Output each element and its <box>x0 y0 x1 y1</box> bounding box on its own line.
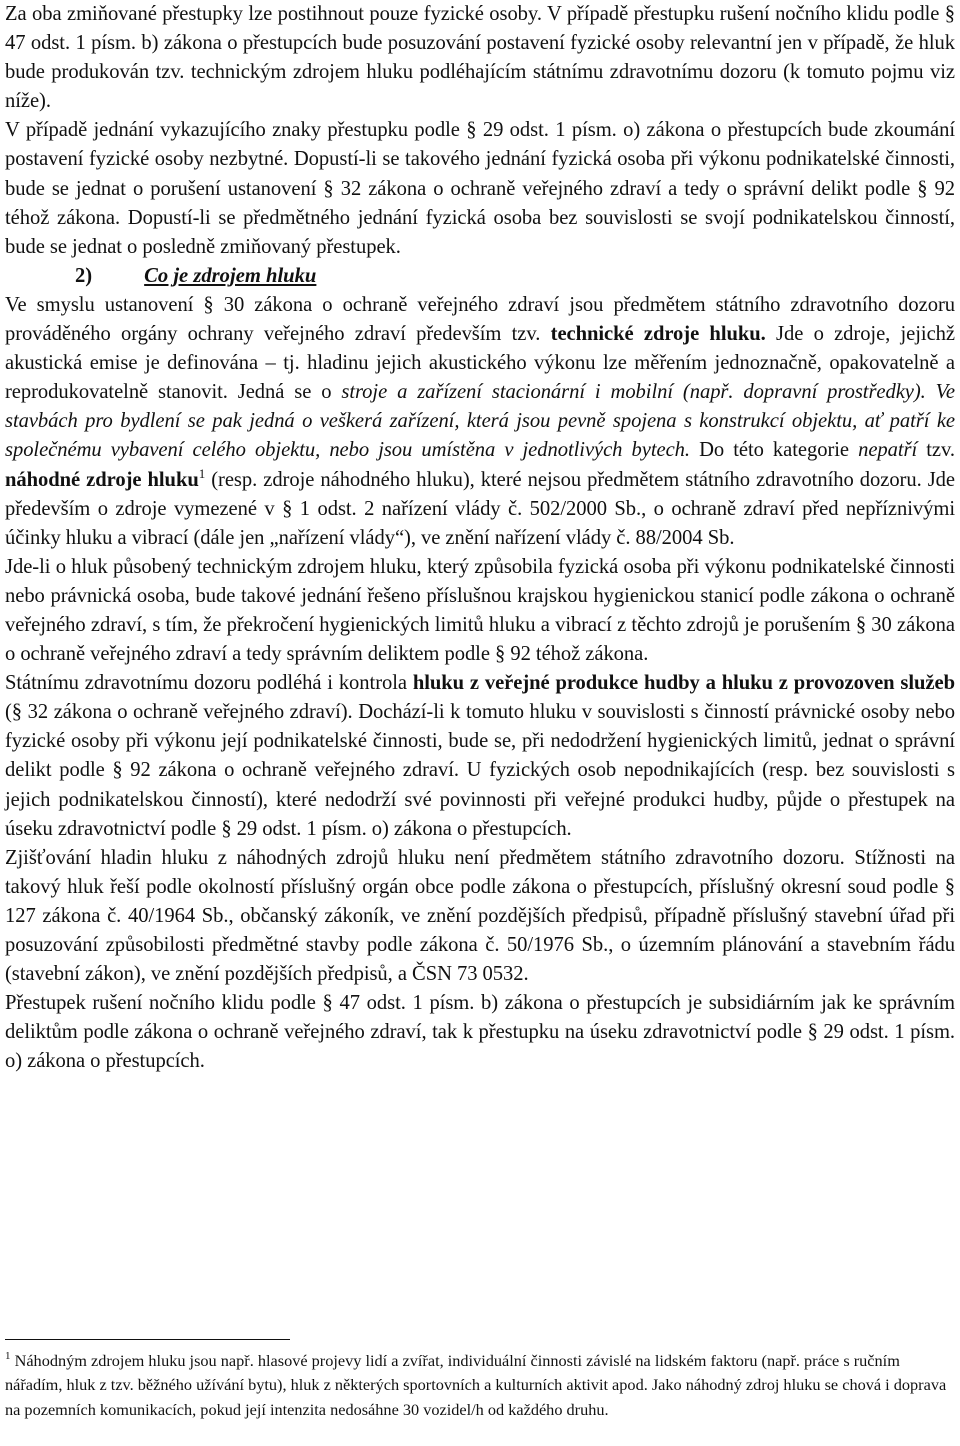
text-run: tzv. <box>917 439 955 462</box>
text-run: technické zdroje hluku. <box>550 323 766 346</box>
text-run: Zjišťování hladin hluku z náhodných zdrojů hluku není předmětem státního zdravotního dozoru. Stížnosti na takový hluk řeší podle okolností příslušný orgán obce podle zákona o přestupcích, příslušný okresní soud podle § 127 zákona č. 40/1964 Sb., občanský zákoník, ve znění pozdějších předpisů, případně příslušný stavební úřad při posuzování způsobilosti předmětné stavby podle zákona č. 50/1976 Sb., o územním plánování a stavebním řádu (stavební zákon), ve znění pozdějších předpisů, a ČSN 73 0532. <box>5 846 955 986</box>
text-run: (resp. zdroje náhodného hluku), které nejsou předmětem státního zdravotního dozoru. Jde především o zdroje vymezené v § 1 odst. 2 nařízení vlády č. 502/2000 Sb., o ochraně zdraví před nepříznivými účinky hluku a vibrací (dále jen „nařízení vlády“), ve znění nařízení vlády č. 88/2004 Sb. <box>5 468 955 549</box>
text-run: (§ 32 zákona o ochraně veřejného zdraví). Dochází-li k tomuto hluku v souvislosti s činností právnické osoby nebo fyzické osoby při výkonu její podnikatelské činnosti, bude se, při nedodržení hygienických limitů, jednat o správní delikt podle § 92 zákona o ochraně veřejného zdraví. U fyzických osob nepodnikajících (resp. bez souvislosti s jejich podnikatelskou činností), které nedodrží své povinnosti při veřejné produkci hudby, půjde o přestupek na úseku zdravotnictví podle § 29 odst. 1 písm. o) zákona o přestupcích. <box>5 701 955 840</box>
body-text-part1 <box>5 0 955 262</box>
paragraph <box>5 844 955 989</box>
text-run: hluku z veřejné produkce hudby a hluku z provozoven služeb <box>412 672 955 695</box>
text-run: nepatří <box>858 439 918 462</box>
section-title: Co je zdrojem hluku <box>144 264 317 287</box>
text-run: stroje a zařízení stacionární i mobilní (např. dopravní prostředky). Ve stavbách pro bydlení se pak jedná o veškerá zařízení, která jsou pevně spojena s konstrukcí objektu, ať patří ke společnému vybavení celého objektu, nebo jsou umístěna v jednotlivých bytech. <box>5 381 956 462</box>
paragraph <box>5 669 955 844</box>
text-run: Ve smyslu ustanovení § 30 zákona o ochraně veřejného zdraví jsou předmětem státního zdravotního dozoru prováděného orgány ochrany veřejného zdraví především tzv. <box>5 293 955 346</box>
text-run: Za oba zmiňované přestupky lze postihnout pouze fyzické osoby. V případě přestupku rušení nočního klidu podle § 47 odst. 1 písm. b) zákona o přestupcích bude posuzování postavení fyzické osoby relevantní jen v případě, že hluk bude produkován tzv. technickým zdrojem hluku podléhajícím státnímu zdravotnímu dozoru (k tomuto pojmu viz níže). <box>5 3 955 113</box>
section-heading <box>5 262 955 291</box>
text-run: V případě jednání vykazujícího znaky přestupku podle § 29 odst. 1 písm. o) zákona o přestupcích bude zkoumání postavení fyzické osoby nezbytné. Dopustí-li se takového jednání fyzická osoba při výkonu podnikatelské činnosti, bude se jednat o porušení ustanovení § 32 zákona o ochraně veřejného zdraví a tedy o správní delikt podle § 92 téhož zákona. Dopustí-li se předmětného jednání fyzická osoba bez souvislosti se svojí podnikatelskou činností, bude se jednat o posledně zmiňovaný přestupek. <box>5 119 955 258</box>
text-run: Do této kategorie <box>689 439 859 462</box>
paragraph <box>5 553 955 669</box>
paragraph <box>5 0 955 116</box>
text-run: Státnímu zdravotnímu dozoru podléhá i kontrola <box>5 672 413 695</box>
paragraph <box>5 989 955 1076</box>
footnote-separator <box>5 1339 290 1340</box>
footnote-reference: 1 <box>198 465 206 481</box>
text-run: Jde-li o hluk působený technickým zdrojem hluku, který způsobila fyzická osoba při výkonu podnikatelské činnosti nebo právnická osoba, bude takové jednání řešeno příslušnou krajskou hygienickou stanicí podle zákona o ochraně veřejného zdraví, s tím, že překročení hygienických limitů hluku a vibrací z těchto zdrojů je porušením § 30 zákona o ochraně veřejného zdraví a tedy správním deliktem podle § 92 téhož zákona. <box>5 555 955 666</box>
footnote <box>5 1349 955 1422</box>
footnote-mark: 1 <box>5 1350 11 1362</box>
paragraph <box>5 291 955 553</box>
text-run: Přestupek rušení nočního klidu podle § 47 odst. 1 písm. b) zákona o přestupcích je subsidiárním jak ke správním deliktům podle zákona o ochraně veřejného zdraví, tak k přestupku na úseku zdravotnictví podle § 29 odst. 1 písm. o) zákona o přestupcích. <box>5 992 955 1073</box>
section-number: 2) <box>75 264 93 287</box>
paragraph <box>5 116 955 261</box>
document-page <box>5 0 955 1076</box>
text-run: Jde o zdroje, jejichž akustická emise je definována – tj. hladinu jejich akustického výkonu lze měřením jednoznačně, opakovatelně a reprodukovatelně stanovit. Jedná se o <box>5 323 955 404</box>
body-text-part2 <box>5 291 955 1077</box>
footnote-text: Náhodným zdrojem hluku jsou např. hlasové projevy lidí a zvířat, individuální činnosti závislé na lidském faktoru (např. práce s ručním nářadím, hluk z tzv. běžného užívání bytu), hluk z některých sportovních a kulturních aktivit apod. Jako náhodný zdroj hluku se chová i doprava na pozemních komunikacích, pokud její intenzita nedosáhne 30 vozidel/h od každého druhu. <box>5 1351 947 1419</box>
text-run: náhodné zdroje hluku <box>5 468 199 491</box>
